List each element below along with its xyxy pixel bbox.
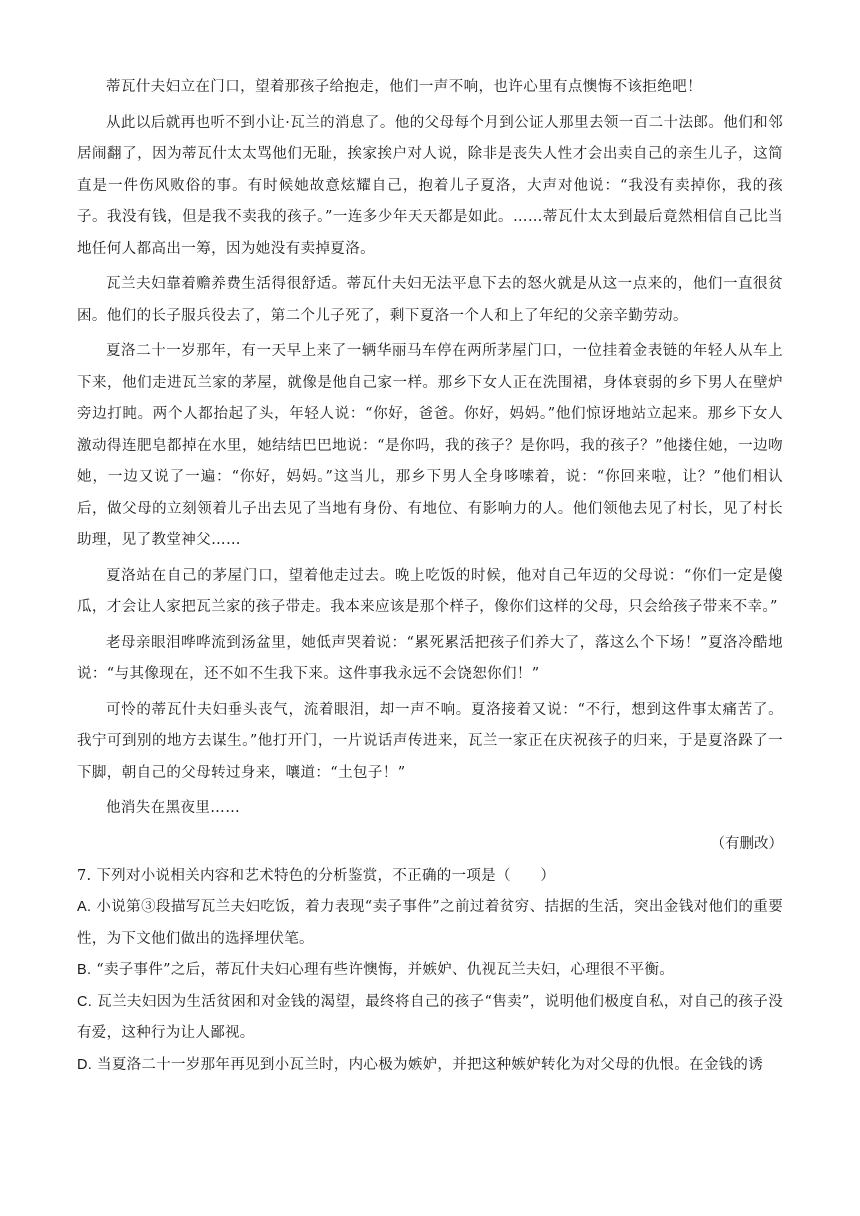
- option-text: 当夏洛二十一岁那年再见到小瓦兰时，内心极为嫉妒，并把这种嫉妒转化为对父母的仇恨。在金钱的诱: [97, 1056, 764, 1073]
- option-text: 小说第③段描写瓦兰夫妇吃饭，着力表现“卖子事件”之前过着贫穷、拮据的生活，突出金钱对他们的重要性，为下文他们做出的选择埋伏笔。: [77, 899, 783, 947]
- option-letter: B.: [77, 962, 92, 978]
- option-text: 瓦兰夫妇因为生活贫困和对金钱的渴望，最终将自己的孩子“售卖”，说明他们极度自私，对自己的孩子没有爱，这种行为让人鄙视。: [77, 993, 783, 1041]
- option-letter: D.: [77, 1056, 93, 1073]
- option-b: [77, 955, 783, 987]
- question-7: [77, 861, 783, 1082]
- paragraph-5: 夏洛站在自己的茅屋门口，望着他走过去。晚上吃饭的时候，他对自己年迈的父母说：“你们一定是傻瓜，才会让人家把瓦兰家的孩子带走。我本来应该是那个样子，像你们这样的父母，只会给孩子带来不幸。”: [77, 567, 783, 615]
- paragraph-1: 蒂瓦什夫妇立在门口，望着那孩子给抱走，他们一声不响，也许心里有点懊悔不该拒绝吧！: [106, 79, 702, 95]
- option-c: [77, 987, 783, 1050]
- option-d: [77, 1050, 783, 1082]
- option-letter: A.: [77, 899, 92, 915]
- document-page: [77, 72, 783, 1081]
- paragraph-4: 夏洛二十一岁那年，有一天早上来了一辆华丽马车停在两所茅屋门口，一位挂着金表链的年轻人从车上下来，他们走进瓦兰家的茅屋，就像是他自己家一样。那乡下女人正在洗围裙，身体衰弱的乡下男人在壁炉旁边打盹。两个人都抬起了头，年轻人说：“你好，爸爸。你好，妈妈。”他们惊讶地站立起来。那乡下女人激动得连肥皂都掉在水里，她结结巴巴地说：“是你吗，我的孩子？是你吗，我的孩子？”他搂住她，一边吻她，一边又说了一遍：“你好，妈妈。”这当儿，那乡下男人全身哆嗦着，说：“你回来啦，让？”他们相认后，做父母的立刻领着儿子出去见了当地有身份、有地位、有影响力的人。他们领他去见了村长，见了村长助理，见了教堂神父……: [77, 343, 783, 548]
- option-letter: C.: [77, 993, 93, 1010]
- paragraph-2: 从此以后就再也听不到小让·瓦兰的消息了。他的父母每个月到公证人那里去领一百二十法郎。他们和邻居闹翻了，因为蒂瓦什太太骂他们无耻，挨家挨户对人说，除非是丧失人性才会出卖自己的亲生儿子，这简直是一件伤风败俗的事。有时候她故意炫耀自己，抱着儿子夏洛，大声对他说：“我没有卖掉你，我的孩子。我没有钱，但是我不卖我的孩子。”一连多少年天天都是如此。……蒂瓦什太太到最后竟然相信自己比当地任何人都高出一筹，因为她没有卖掉夏洛。: [77, 114, 783, 257]
- paragraph-7: 可怜的蒂瓦什夫妇垂头丧气，流着眼泪，却一声不响。夏洛接着又说：“不行，想到这件事太痛苦了。我宁可到别的地方去谋生。”他打开门，一片说话声传进来，瓦兰一家正在庆祝孩子的归来，于是夏洛跺了一下脚，朝自己的父母转过身来，嚷道：“土包子！”: [77, 701, 783, 781]
- paragraph-3: 瓦兰夫妇靠着赡养费生活得很舒适。蒂瓦什夫妇无法平息下去的怒火就是从这一点来的，他们一直很贫困。他们的长子服兵役去了，第二个儿子死了，剩下夏洛一个人和上了年纪的父亲辛勤劳动。: [77, 276, 783, 324]
- option-a: [77, 892, 783, 955]
- paragraph-6: 老母亲眼泪哗哗流到汤盆里，她低声哭着说：“累死累活把孩子们养大了，落这么个下场！”夏洛冷酷地说：“与其像现在，还不如不生我下来。这件事我永远不会饶恕你们！”: [77, 634, 783, 682]
- question-stem: 7. 下列对小说相关内容和艺术特色的分析鉴赏，不正确的一项是（ ）: [77, 867, 556, 884]
- option-text: “卖子事件”之后，蒂瓦什夫妇心理有些许懊悔，并嫉妒、仇视瓦兰夫妇，心理很不平衡。: [96, 962, 675, 978]
- paragraph-8: 他消失在黑夜里……: [106, 800, 241, 816]
- source-note: （有删改）: [710, 835, 783, 852]
